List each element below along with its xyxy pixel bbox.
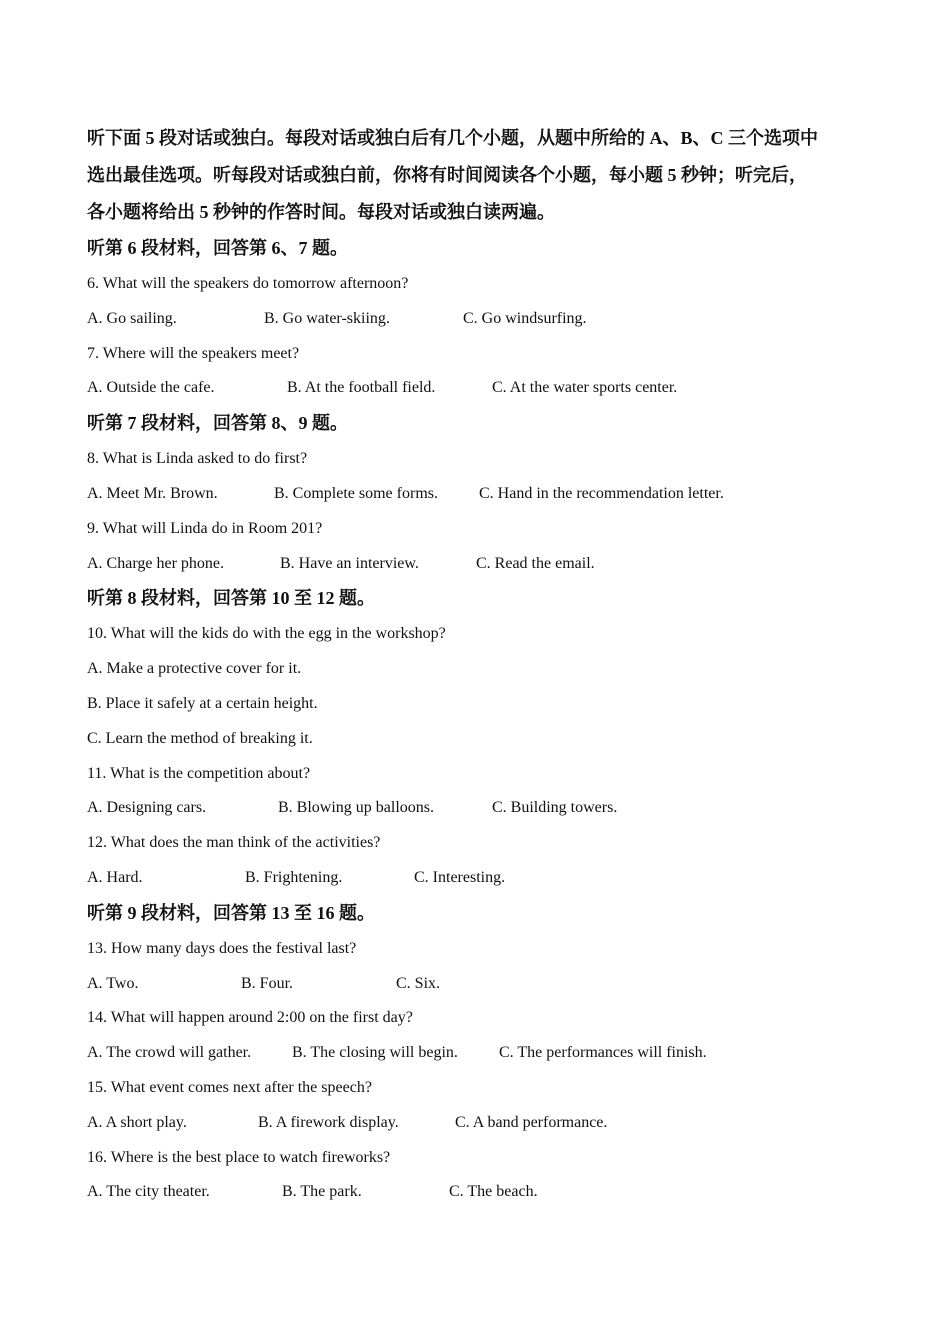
question-7-options [87, 371, 863, 406]
question-13: 13. How many days does the festival last? [87, 939, 357, 957]
option-b: B. Place it safely at a certain height. [87, 694, 318, 712]
option-a: A. Outside the cafe. [87, 379, 215, 397]
option-c: C. Learn the method of breaking it. [87, 729, 313, 747]
section-heading: 听第 9 段材料，回答第 13 至 16 题。 [87, 902, 375, 923]
option-a: A. The city theater. [87, 1183, 210, 1201]
option-c: C. Six. [396, 974, 441, 992]
section-heading: 听第 6 段材料，回答第 6、7 题。 [87, 238, 348, 258]
instructions-line: 选出最佳选项。听每段对话或独白前，你将有时间阅读各个小题，每小题 5 秒钟；听完后， [87, 165, 807, 185]
question-6-options [87, 302, 863, 337]
option-b: B. A firework display. [258, 1113, 399, 1131]
option-c: C. Hand in the recommendation letter. [479, 484, 724, 502]
option-c: C. At the water sports center. [492, 379, 678, 397]
question-8-options [87, 477, 863, 512]
option-c: C. Read the email. [476, 554, 595, 572]
option-a: A. Meet Mr. Brown. [87, 484, 218, 502]
instructions-line: 听下面 5 段对话或独白。每段对话或独白后有几个小题，从题中所给的 A、B、C 三个选项中 [87, 128, 818, 148]
question-13-options [87, 967, 863, 1002]
section-passage-9 [87, 896, 863, 1210]
option-b: B. Go water-skiing. [264, 309, 390, 327]
question-7: 7. Where will the speakers meet? [87, 344, 300, 362]
option-c: C. The beach. [449, 1183, 538, 1201]
option-b: B. At the football field. [287, 379, 436, 397]
instructions [87, 120, 863, 231]
question-15: 15. What event comes next after the speech? [87, 1078, 372, 1096]
option-b: B. Frightening. [245, 868, 343, 886]
option-c: C. The performances will finish. [499, 1044, 707, 1062]
option-a: A. Go sailing. [87, 309, 177, 327]
section-heading: 听第 7 段材料，回答第 8、9 题。 [87, 413, 348, 434]
question-11-options [87, 791, 863, 826]
option-a: A. A short play. [87, 1113, 187, 1131]
option-a: A. The crowd will gather. [87, 1044, 252, 1062]
option-b: B. The closing will begin. [292, 1044, 458, 1062]
option-a: A. Designing cars. [87, 799, 207, 817]
option-a: A. Hard. [87, 868, 143, 886]
option-a: A. Two. [87, 974, 139, 992]
question-15-options [87, 1106, 863, 1141]
section-heading: 听第 8 段材料，回答第 10 至 12 题。 [87, 588, 375, 609]
question-9: 9. What will Linda do in Room 201? [87, 519, 323, 537]
option-b: B. Complete some forms. [274, 484, 438, 502]
section-passage-8 [87, 581, 863, 895]
option-c: C. Interesting. [414, 868, 506, 886]
option-a: A. Charge her phone. [87, 554, 224, 572]
option-b: B. Four. [241, 974, 294, 992]
instructions-line: 各小题将给出 5 秒钟的作答时间。每段对话或独白读两遍。 [87, 202, 555, 222]
question-6: 6. What will the speakers do tomorrow afternoon? [87, 275, 409, 292]
question-16: 16. Where is the best place to watch fireworks? [87, 1148, 391, 1166]
question-14-options [87, 1036, 863, 1071]
option-c: C. A band performance. [455, 1113, 608, 1131]
option-b: B. The park. [282, 1183, 362, 1201]
question-14: 14. What will happen around 2:00 on the first day? [87, 1009, 413, 1027]
option-b: B. Have an interview. [280, 554, 419, 572]
option-c: C. Go windsurfing. [463, 309, 587, 327]
option-c: C. Building towers. [492, 799, 618, 817]
section-passage-6 [87, 231, 863, 406]
question-12: 12. What does the man think of the activities? [87, 834, 381, 852]
question-9-options [87, 547, 863, 582]
question-10: 10. What will the kids do with the egg in the workshop? [87, 625, 446, 643]
section-passage-7 [87, 406, 863, 581]
question-12-options [87, 861, 863, 896]
question-8: 8. What is Linda asked to do first? [87, 450, 308, 468]
question-16-options [87, 1175, 863, 1210]
option-a: A. Make a protective cover for it. [87, 660, 302, 678]
question-11: 11. What is the competition about? [87, 764, 311, 782]
option-b: B. Blowing up balloons. [278, 799, 435, 817]
